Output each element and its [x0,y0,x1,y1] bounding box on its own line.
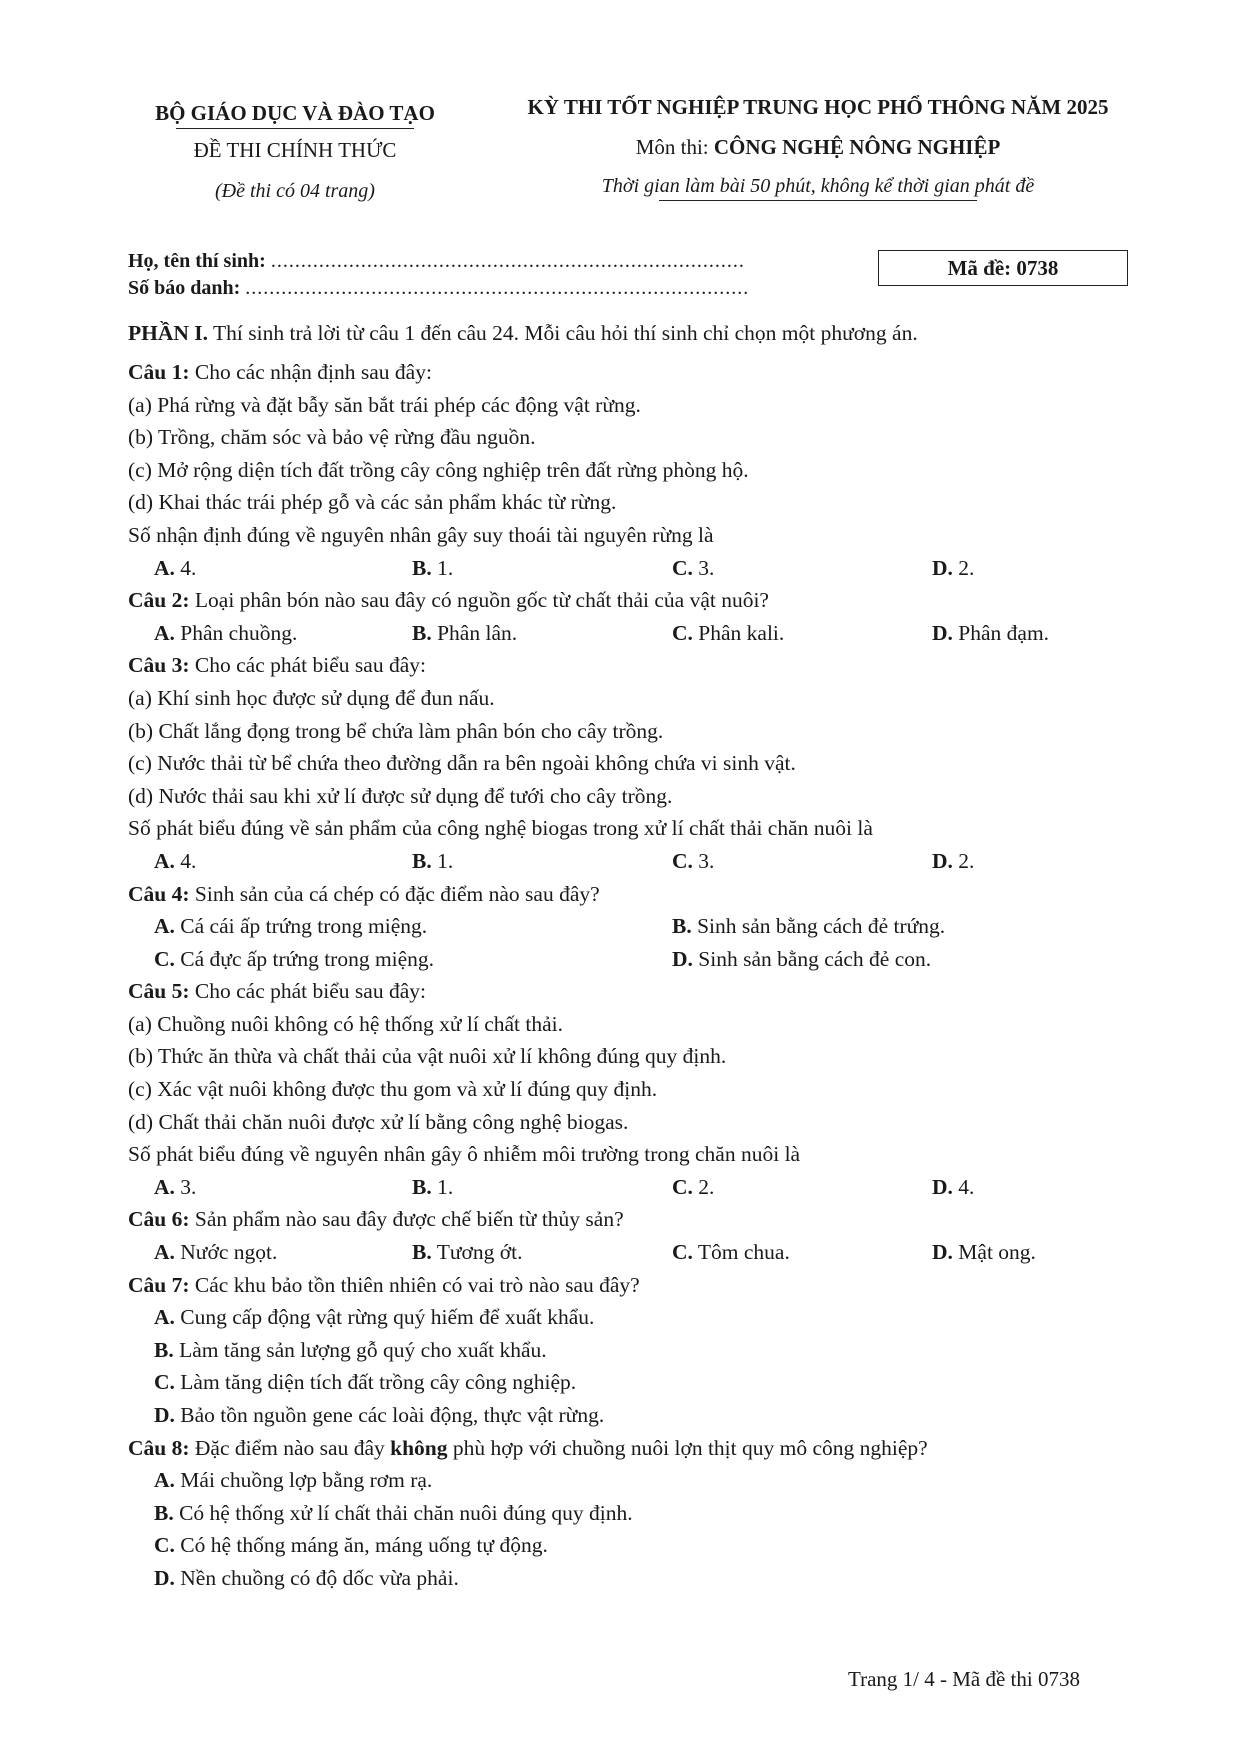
page-footer: Trang 1/ 4 - Mã đề thi 0738 [848,1667,1080,1691]
option-b[interactable]: B. Tương ớt. [412,1240,523,1265]
question-text: Loại phân bón nào sau đây có nguồn gốc từ chất thải của vật nuôi? [194,588,769,613]
question-text: Cho các phát biểu sau đây: [194,979,426,1004]
option-c[interactable]: C. Có hệ thống máng ăn, máng uống tự động. [154,1533,548,1558]
exam-code-box [878,250,1128,286]
option-b[interactable]: B. 1. [412,1174,454,1199]
candidate-name-row [128,248,749,275]
part1-text: Thí sinh trả lời từ câu 1 đến câu 24. Mỗi câu hỏi thí sinh chỉ chọn một phương án. [213,321,918,345]
option-a[interactable]: A. Cung cấp động vật rừng quý hiếm để xuất khẩu. [154,1305,595,1330]
option-c[interactable]: C. Tôm chua. [672,1240,790,1265]
option-d[interactable]: D. Sinh sản bằng cách đẻ con. [672,946,932,971]
official-label: ĐỀ THI CHÍNH THỨC [193,138,397,162]
question-stem: Số phát biểu đúng về nguyên nhân gây ô nhiễm môi trường trong chăn nuôi là [128,1142,801,1167]
option-c[interactable]: C. 3. [672,848,715,873]
question-label: Câu 8: [128,1435,190,1460]
exam-body [128,318,1128,1595]
statement-item: (b) Thức ăn thừa và chất thải của vật nuôi xử lí không đúng quy định. [128,1044,727,1069]
subject-line [488,132,1148,162]
candidate-id-row [128,275,749,302]
header-left [130,98,460,205]
options-row [128,910,1128,943]
option-d[interactable]: D. Nền chuồng có độ dốc vừa phải. [154,1565,459,1590]
question-text: Sản phẩm nào sau đây được chế biến từ thủy sản? [194,1207,624,1232]
option-b[interactable]: B. Làm tăng sản lượng gỗ quý cho xuất khẩu. [154,1337,547,1362]
option-b[interactable]: B. 1. [412,555,454,580]
option-a[interactable]: A. Cá cái ấp trứng trong miệng. [154,914,428,939]
options-row [128,552,1128,585]
question-3 [128,649,1128,877]
header-right [488,92,1148,201]
option-c[interactable]: C. Làm tăng diện tích đất trồng cây công nghiệp. [154,1370,577,1395]
statement-item: (d) Nước thải sau khi xử lí được sử dụng để tưới cho cây trồng. [128,783,673,808]
candidate-id-field[interactable]: .................................................................................... [245,277,750,299]
option-d[interactable]: D. 2. [932,555,975,580]
question-8 [128,1432,1128,1595]
subject-value: CÔNG NGHỆ NÔNG NGHIỆP [713,135,1001,159]
option-d[interactable]: D. 4. [932,1174,975,1199]
option-b[interactable]: B. Phân lân. [412,620,518,645]
question-text: Các khu bảo tồn thiên nhiên có vai trò nào sau đây? [194,1272,640,1297]
statement-item: (a) Khí sinh học được sử dụng để đun nấu. [128,685,495,710]
question-label: Câu 3: [128,653,190,678]
pages-note: (Đề thi có 04 trang) [215,180,375,202]
statement-item: (d) Khai thác trái phép gỗ và các sản phẩm khác từ rừng. [128,490,617,515]
question-text: Cho các nhận định sau đây: [194,360,432,384]
option-d[interactable]: D. Phân đạm. [932,620,1050,645]
statement-item: (b) Trồng, chăm sóc và bảo vệ rừng đầu nguồn. [128,425,536,450]
ministry-underline [176,128,414,129]
part1-instruction [128,318,1128,348]
statement-item: (d) Chất thải chăn nuôi được xử lí bằng công nghệ biogas. [128,1109,629,1134]
question-6 [128,1203,1128,1268]
option-a[interactable]: A. 3. [154,1174,197,1199]
options-row [128,845,1128,878]
candidate-info [128,248,749,302]
option-d[interactable]: D. Mật ong. [932,1240,1036,1265]
question-stem: Số phát biểu đúng về sản phẩm của công nghệ biogas trong xử lí chất thải chăn nuôi là [128,816,873,841]
question-label: Câu 2: [128,588,190,613]
option-c[interactable]: C. 3. [672,555,715,580]
candidate-id-label: Số báo danh: [128,277,241,299]
subject-label: Môn thi: [635,135,709,159]
exam-code-value: 0738 [1016,256,1059,280]
option-d[interactable]: D. Bảo tồn nguồn gene các loài động, thực vật rừng. [154,1403,605,1427]
question-text: Sinh sản của cá chép có đặc điểm nào sau đây? [194,881,600,906]
question-2 [128,584,1128,649]
question-label: Câu 1: [128,360,190,384]
statement-item: (a) Chuồng nuôi không có hệ thống xử lí chất thải. [128,1011,564,1036]
options-row [128,1236,1128,1269]
question-7 [128,1269,1128,1432]
statement-item: (b) Chất lắng đọng trong bể chứa làm phân bón cho cây trồng. [128,718,664,743]
option-a[interactable]: A. Phân chuồng. [154,620,298,645]
option-b[interactable]: B. 1. [412,848,454,873]
question-4 [128,878,1128,976]
candidate-name-field[interactable]: ............................................................................... [270,250,745,272]
option-b[interactable]: B. Có hệ thống xử lí chất thải chăn nuôi đúng quy định. [154,1500,633,1525]
option-c[interactable]: C. 2. [672,1174,715,1199]
exam-title: KỲ THI TỐT NGHIỆP TRUNG HỌC PHỔ THÔNG NĂM 2025 [527,95,1109,119]
question-label: Câu 4: [128,881,190,906]
time-underline [659,200,977,201]
question-text: Cho các phát biểu sau đây: [194,653,426,678]
question-text: Đặc điểm nào sau đây [194,1435,385,1460]
options-row [128,943,1128,976]
option-a[interactable]: A. Nước ngọt. [154,1240,278,1265]
part1-title: PHẦN I. [128,321,209,345]
option-a[interactable]: A. 4. [154,555,197,580]
option-d[interactable]: D. 2. [932,848,975,873]
question-text-rest: phù hợp với chuồng nuôi lợn thịt quy mô công nghiệp? [452,1435,928,1460]
question-emphasis: không [390,1435,448,1460]
candidate-name-label: Họ, tên thí sinh: [128,250,266,272]
options-row [128,1171,1128,1204]
exam-code-label: Mã đề: [947,256,1012,280]
question-label: Câu 6: [128,1207,190,1232]
option-a[interactable]: A. 4. [154,848,197,873]
question-1 [128,356,1128,584]
question-5 [128,975,1128,1203]
option-c[interactable]: C. Cá đực ấp trứng trong miệng. [154,946,435,971]
option-a[interactable]: A. Mái chuồng lợp bằng rơm rạ. [154,1468,433,1493]
time-note: Thời gian làm bài 50 phút, không kể thời gian phát đề [601,175,1035,197]
options-row [128,617,1128,650]
question-label: Câu 5: [128,979,190,1004]
question-label: Câu 7: [128,1272,190,1297]
statement-item: (c) Mở rộng diện tích đất trồng cây công nghiệp trên đất rừng phòng hộ. [128,457,749,482]
statement-item: (c) Nước thải từ bể chứa theo đường dẫn ra bên ngoài không chứa vi sinh vật. [128,751,796,776]
statement-item: (c) Xác vật nuôi không được thu gom và xử lí đúng quy định. [128,1077,658,1102]
ministry-name: BỘ GIÁO DỤC VÀ ĐÀO TẠO [155,101,435,125]
statement-item: (a) Phá rừng và đặt bẫy săn bắt trái phép các động vật rừng. [128,392,641,417]
option-b[interactable]: B. Sinh sản bằng cách đẻ trứng. [672,914,946,939]
option-c[interactable]: C. Phân kali. [672,620,785,645]
question-stem: Số nhận định đúng về nguyên nhân gây suy thoái tài nguyên rừng là [128,522,714,547]
